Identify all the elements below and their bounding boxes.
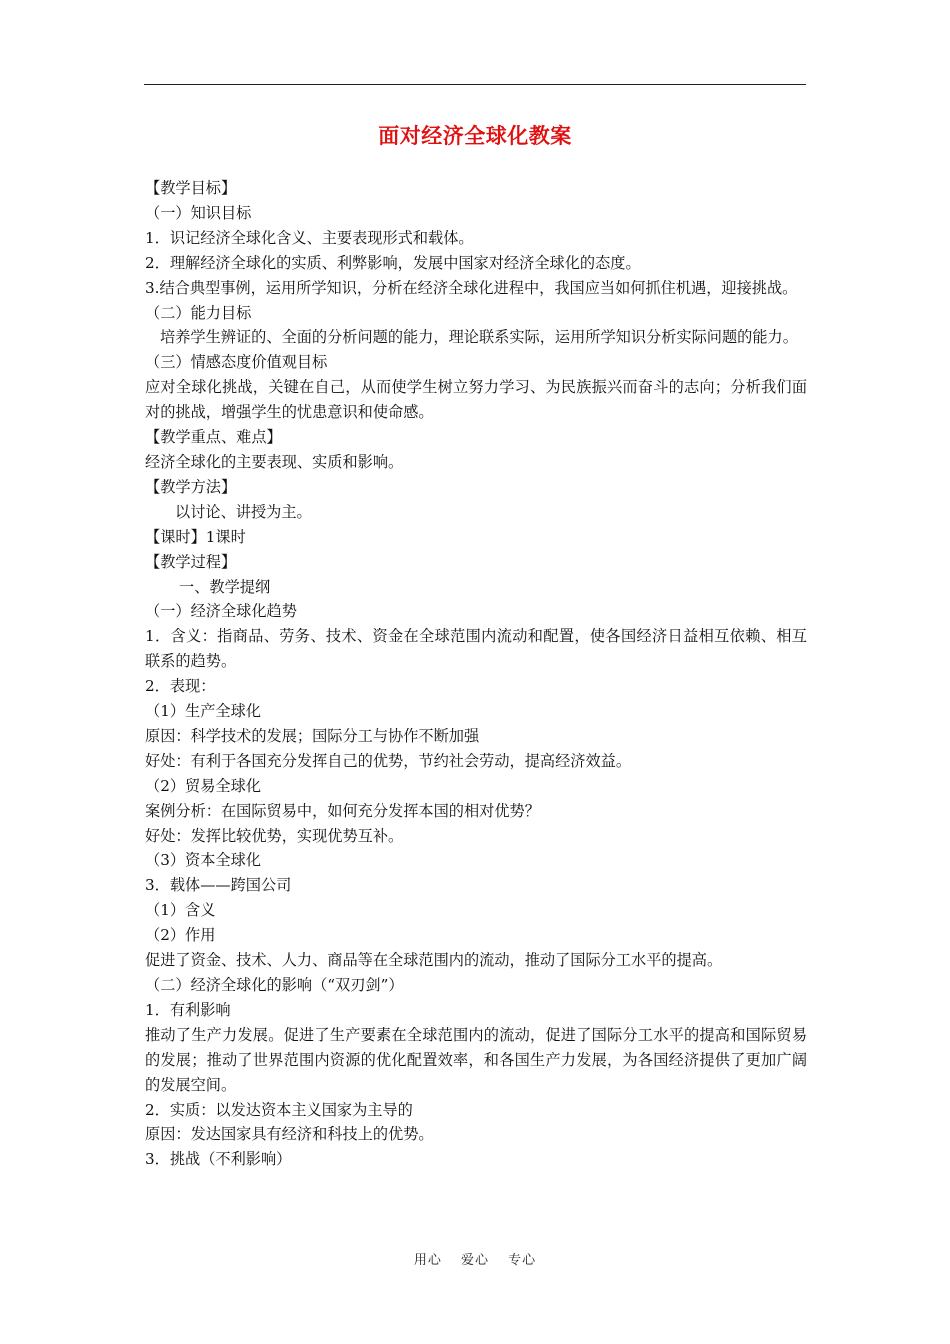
- section-heading: 【教学重点、难点】: [145, 428, 282, 447]
- text-line: 案例分析：在国际贸易中，如何充分发挥本国的相对优势？: [145, 801, 540, 820]
- section-heading: 【课时】1课时: [145, 527, 246, 546]
- text-line: （1）生产全球化: [145, 702, 261, 721]
- text-line: 以讨论、讲授为主。: [175, 502, 312, 521]
- outline-heading: 一、教学提纲: [179, 577, 271, 596]
- text-line: （2）贸易全球化: [145, 776, 261, 795]
- header-rule: [144, 84, 806, 85]
- text-line: 2．表现：: [145, 677, 216, 696]
- subsection-heading: （一）经济全球化趋势: [145, 602, 297, 621]
- section-heading: 【教学过程】: [145, 552, 237, 571]
- section-heading: 【教学方法】: [145, 477, 237, 496]
- text-line: 2．理解经济全球化的实质、利弊影响，发展中国家对经济全球化的态度。: [145, 253, 641, 272]
- subsection-heading: （三）情感态度价值观目标: [145, 353, 328, 372]
- text-line: 经济全球化的主要表现、实质和影响。: [145, 452, 404, 471]
- text-line: （1）含义: [145, 901, 216, 920]
- text-line: （3）资本全球化: [145, 851, 261, 870]
- text-line: 1．有利影响: [145, 1000, 231, 1019]
- page-footer: 用心 爱心 专心: [413, 1253, 537, 1268]
- subsection-heading: （二）能力目标: [145, 303, 252, 322]
- paragraph: 3.结合典型事例，运用所学知识，分析在经济全球化进程中，我国应当如何抓住机遇，迎接挑战。: [145, 278, 798, 297]
- text-line: 促进了资金、技术、人力、商品等在全球范围内的流动，推动了国际分工水平的提高。: [145, 951, 723, 970]
- text-line: 3．挑战（不利影响）: [145, 1150, 292, 1169]
- text-line: 好处：有利于各国充分发挥自己的优势，节约社会劳动，提高经济效益。: [145, 751, 631, 770]
- text-line: 2．实质：以发达资本主义国家为主导的: [145, 1100, 413, 1119]
- text-line: 3．载体——跨国公司: [145, 876, 292, 895]
- subsection-heading: （二）经济全球化的影响（“双刃剑”）: [145, 976, 404, 994]
- paragraph: 培养学生辨证的、全面的分析问题的能力，理论联系实际，运用所学知识分析实际问题的能力。: [160, 328, 798, 347]
- text-line: （2）作用: [145, 926, 216, 945]
- paragraph: 应对全球化挑战，关键在自己，从而使学生树立努力学习、为民族振兴而奋斗的志向；分析我们面对的挑战，增强学生的忧患意识和使命感。: [145, 378, 807, 422]
- paragraph: 1．含义：指商品、劳务、技术、资金在全球范围内流动和配置，使各国经济日益相互依赖、相互联系的趋势。: [145, 627, 807, 671]
- document-body: [145, 176, 807, 1172]
- document-title: 面对经济全球化教案: [378, 124, 572, 148]
- text-line: 1．识记经济全球化含义、主要表现形式和载体。: [145, 228, 474, 247]
- subsection-heading: （一）知识目标: [145, 203, 252, 222]
- section-heading: 【教学目标】: [145, 179, 237, 197]
- text-line: 原因：科学技术的发展；国际分工与协作不断加强: [145, 726, 480, 745]
- text-line: 原因：发达国家具有经济和科技上的优势。: [145, 1125, 434, 1144]
- paragraph: 推动了生产力发展。促进了生产要素在全球范围内的流动，促进了国际分工水平的提高和国际贸易的发展；推动了世界范围内资源的优化配置效率，和各国生产力发展，为各国经济提供了更加广阔的发展空间。: [145, 1025, 807, 1094]
- text-line: 好处：发挥比较优势，实现优势互补。: [145, 826, 404, 845]
